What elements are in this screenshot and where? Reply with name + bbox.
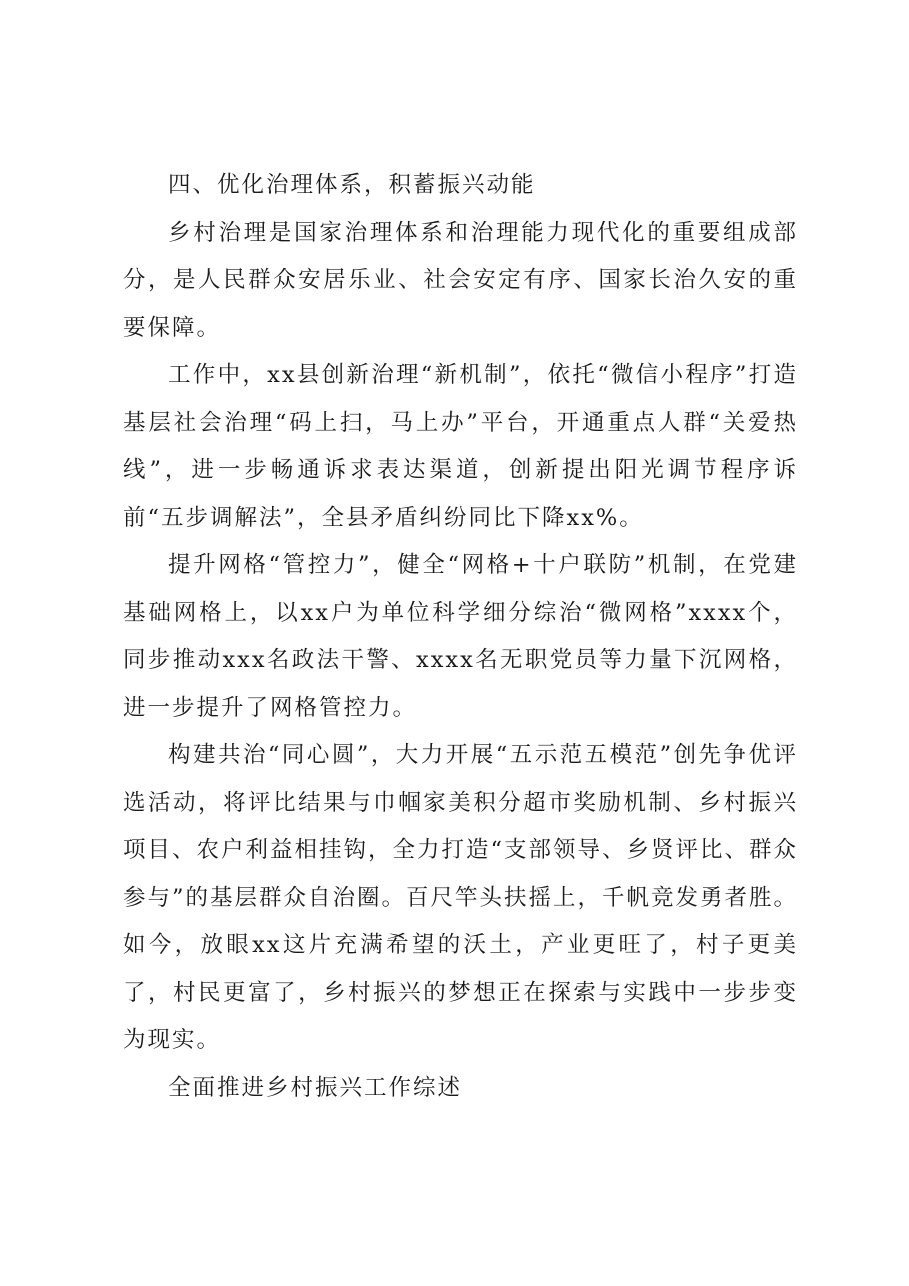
- paragraph-governance-intro: 乡村治理是国家治理体系和治理能力现代化的重要组成部分，是人民群众安居乐业、社会安定有序、国家长治久安的重要保障。: [123, 219, 798, 341]
- document-title-line: 全面推进乡村振兴工作综述: [168, 1074, 463, 1101]
- paragraph-new-mechanism: 工作中，xx县创新治理“新机制”，依托“微信小程序”打造基层社会治理“码上扫，马上办”平台，开通重点人群“关爱热线”，进一步畅通诉求表达渠道，创新提出阳光调节程序诉前“五步调解法”，全县矛盾纠纷同比下降xx%。: [123, 362, 798, 531]
- paragraph-co-governance: 构建共治“同心圆”，大力开展“五示范五模范”创先争优评选活动，将评比结果与巾帼家美积分超市奖励机制、乡村振兴项目、农户利益相挂钩，全力打造“支部领导、乡贤评比、群众参与”的基层群众自治圈。百尺竿头扶摇上，千帆竞发勇者胜。如今，放眼xx这片充满希望的沃土，产业更旺了，村子更美了，村民更富了，乡村振兴的梦想正在探索与实践中一步步变为现实。: [123, 742, 799, 1053]
- paragraph-grid-control: 提升网格“管控力”，健全“网格+十户联防”机制，在党建基础网格上，以xx户为单位科学细分综治“微网格”xxxx个，同步推动xxx名政法干警、xxxx名无职党员等力量下沉网格，进一步提升了网格管控力。: [123, 552, 798, 721]
- section-heading: 四、优化治理体系，积蓄振兴动能: [168, 172, 536, 198]
- document-body: [123, 162, 798, 1112]
